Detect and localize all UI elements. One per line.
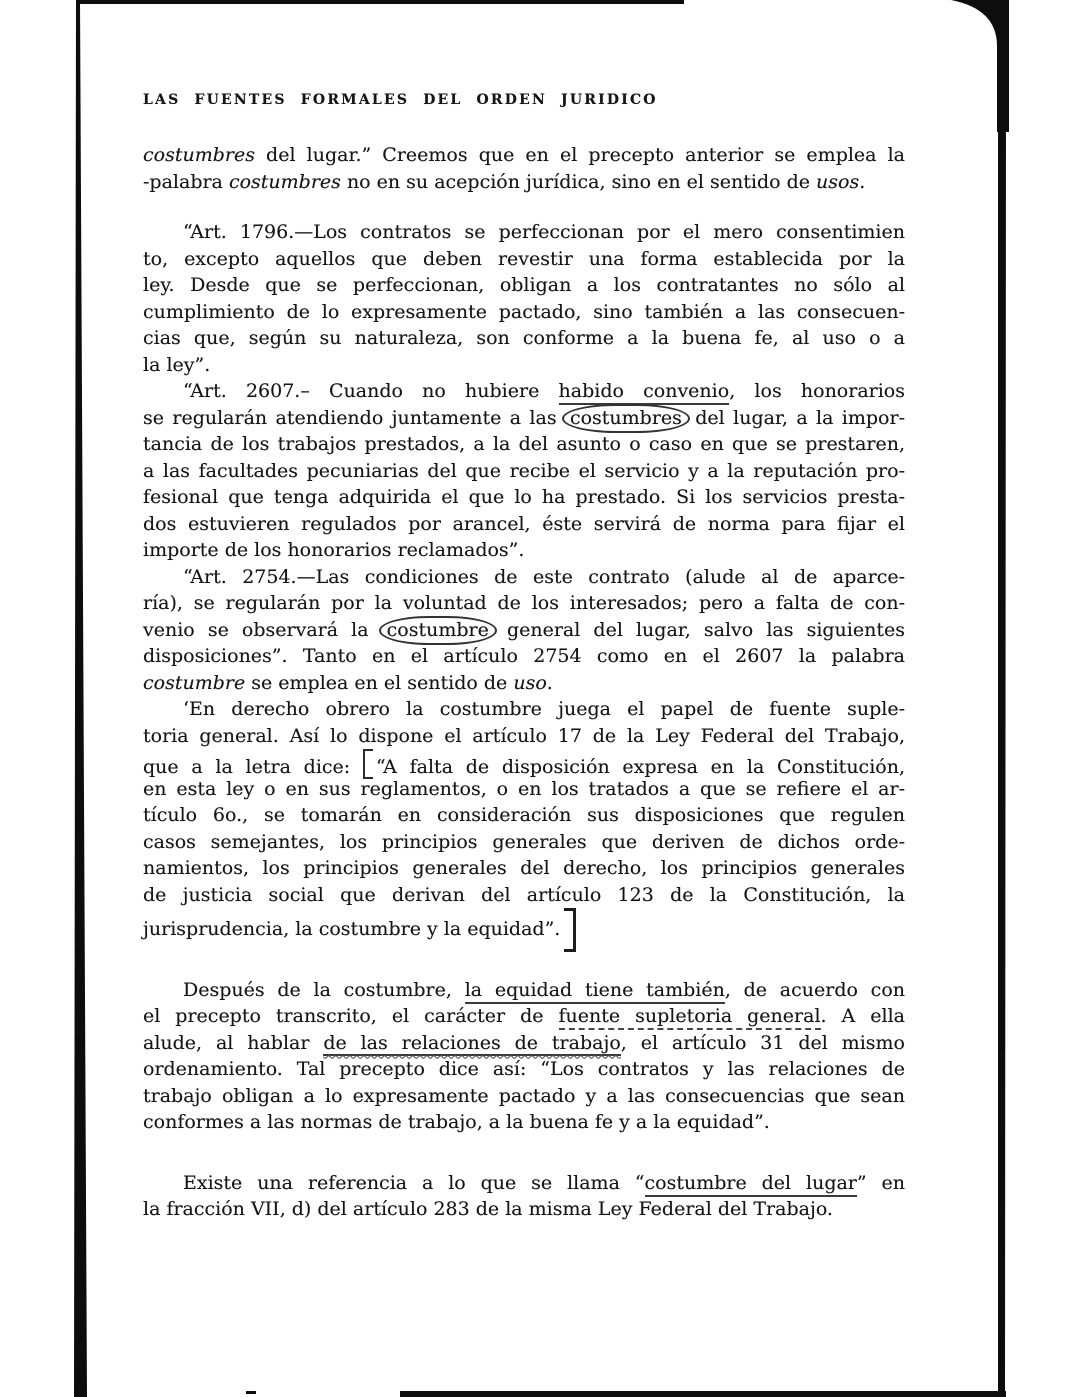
text-line [143, 142, 905, 169]
text-segment: cias que, según su naturaleza, son conforme a la buena fe, al uso o a [143, 327, 905, 349]
text-segment: importe de los honorarios reclamados”. [143, 539, 525, 561]
text-segment: alude, al hablar [143, 1031, 324, 1054]
text-line [143, 219, 905, 246]
text-segment: casos semejantes, los principios generales que deriven de dichos orde- [143, 830, 905, 853]
text-line [143, 1083, 905, 1110]
text-segment: costumbre [143, 671, 246, 694]
text-segment: venio se observará la [143, 618, 382, 641]
text-segment: “Art. 2754.—Las condiciones de este contrato (alude al de aparce- [183, 565, 905, 588]
pencil-circle-annotation: costumbres [562, 404, 690, 433]
text-segment: , de acuerdo con [724, 978, 906, 1001]
text-segment: trabajo obligan a lo expresamente pactado y a las consecuencias que sean [143, 1084, 905, 1107]
pencil-underline-annotation: costumbre del lugar [645, 1172, 857, 1197]
text-segment: Existe una referencia a lo que se llama “ [183, 1171, 645, 1194]
text-block [143, 92, 905, 1223]
text-segment: la fracción VII, d) del artículo 283 de la misma Ley Federal del Trabajo. [143, 1198, 833, 1220]
text-line [143, 1170, 905, 1197]
text-line [143, 723, 905, 750]
text-line [143, 776, 905, 803]
text-segment: a las facultades pecuniarias del que recibe el servicio y a la reputación pro- [143, 459, 905, 482]
text-segment: , los honorarios [729, 380, 905, 402]
text-segment: , el artículo 31 del mismo [620, 1031, 905, 1054]
text-line [143, 977, 905, 1004]
paragraph [143, 564, 905, 697]
text-segment: ” en [856, 1171, 905, 1194]
text-line [143, 908, 905, 940]
text-line [143, 511, 905, 538]
text-line [143, 617, 905, 644]
text-segment: no en su acepción jurídica, sino en el sentido de [340, 170, 817, 193]
pencil-bracket-open [363, 749, 373, 779]
text-segment: “Art. 2607.– Cuando no hubiere [183, 380, 559, 402]
text-line [143, 802, 905, 829]
text-segment: en esta ley o en sus reglamentos, o en los tratados a que se refiere el ar- [143, 777, 905, 800]
text-segment: jurisprudencia, la costumbre y la equidad”. [143, 918, 561, 940]
text-segment: ría), se regularán por la voluntad de los interesados; pero a falta de con- [143, 592, 905, 614]
text-line [143, 431, 905, 458]
text-line [143, 169, 905, 196]
pencil-bracket-close [564, 908, 576, 952]
scan-speck [246, 1391, 256, 1394]
paragraph [143, 696, 905, 940]
pencil-underline-annotation: habido convenio [559, 380, 730, 405]
text-segment: la ley”. [143, 353, 211, 376]
text-line [143, 1056, 905, 1083]
text-line [143, 458, 905, 485]
text-segment: namientos, los principios generales del derecho, los principios generales [143, 857, 905, 879]
text-segment: del lugar.” Creemos que en el precepto anterior se emplea la [254, 144, 905, 166]
text-line [143, 246, 905, 273]
text-line [143, 537, 905, 564]
text-segment: el precepto transcrito, el carácter de [143, 1005, 559, 1027]
text-line [143, 643, 905, 670]
text-segment: -palabra [143, 170, 229, 193]
text-line [143, 590, 905, 617]
paragraph [143, 977, 905, 1136]
paragraph [143, 219, 905, 378]
text-line [143, 378, 905, 405]
text-segment: toria general. Así lo dispone el artículo 17 de la Ley Federal del Trabajo, [143, 724, 905, 747]
text-segment: “A falta de disposición expresa en la Constitución, [375, 756, 905, 778]
text-line [143, 829, 905, 856]
text-line [143, 696, 905, 723]
text-line [143, 405, 905, 432]
text-segment: disposiciones”. Tanto en el artículo 2754 como en el 2607 la palabra [143, 645, 905, 667]
text-segment: costumbres [228, 170, 341, 193]
text-line [143, 1196, 905, 1223]
text-line [143, 484, 905, 511]
text-segment: dos estuvieren regulados por arancel, éste servirá de norma para fijar el [143, 512, 905, 535]
text-segment: “Art. 1796.—Los contratos se perfeccionan por el mero consentimien [183, 221, 905, 243]
text-segment: del lugar, a la impor- [686, 406, 905, 429]
page-edge-right [998, 100, 1006, 1397]
text-line [143, 299, 905, 326]
text-segment: . [859, 170, 866, 193]
pencil-underline-annotation: fuente supletoria general [559, 1005, 821, 1030]
text-line [143, 1003, 905, 1030]
text-line [143, 564, 905, 591]
text-segment: que a la letra dice: [143, 756, 363, 778]
pencil-underline-annotation: de las relaciones de trabajo [323, 1031, 621, 1054]
paragraph [143, 1170, 905, 1223]
text-segment: costumbres [143, 144, 255, 166]
text-line [143, 325, 905, 352]
page-edge-bottom [400, 1391, 1006, 1397]
text-segment: . A ella [820, 1005, 905, 1027]
text-line [143, 749, 905, 776]
text-segment: ‘En derecho obrero la costumbre juega el papel de fuente suple- [183, 698, 905, 720]
text-segment: cumplimiento de lo expresamente pactado, sino también a las consecuen- [143, 300, 905, 323]
text-segment: usos [816, 170, 860, 193]
text-segment: general del lugar, salvo las siguientes [493, 618, 905, 641]
text-segment: ordenamiento. Tal precepto dice así: “Los contratos y las relaciones de [143, 1058, 905, 1080]
text-segment: Después de la costumbre, [183, 978, 465, 1001]
page-corner-curl-top-right [951, 0, 1009, 132]
paragraph [143, 378, 905, 564]
text-segment: se regularán atendiendo juntamente a las [143, 406, 565, 429]
text-segment: to, excepto aquellos que deben revestir una forma establecida por la [143, 247, 905, 270]
text-line [143, 882, 905, 909]
paragraphs-container [143, 142, 905, 1223]
running-header: LAS FUENTES FORMALES DEL ORDEN JURIDICO [143, 92, 658, 108]
text-line [143, 352, 905, 379]
text-line [143, 1109, 905, 1136]
text-segment: . [546, 671, 553, 694]
page-edge-left [74, 0, 87, 1397]
pencil-circle-annotation: costumbre [379, 616, 497, 645]
text-segment: conformes a las normas de trabajo, a la buena fe y a la equidad”. [143, 1111, 770, 1133]
text-line [143, 670, 905, 697]
text-line [143, 1030, 905, 1057]
page-edge-top [77, 0, 684, 4]
pencil-underline-annotation: la equidad tiene también [465, 979, 725, 1004]
text-segment: de justicia social que derivan del artículo 123 de la Constitución, la [143, 883, 905, 906]
text-segment: tancia de los trabajos prestados, a la del asunto o caso en que se prestaren, [143, 433, 905, 455]
paragraph [143, 142, 905, 195]
text-segment: fesional que tenga adquirida el que lo ha prestado. Si los servicios presta- [143, 486, 905, 508]
text-line [143, 272, 905, 299]
text-segment: uso [513, 671, 547, 694]
text-segment: se emplea en el sentido de [245, 671, 514, 694]
text-segment: tículo 6o., se tomarán en consideración sus disposiciones que regulen [143, 804, 905, 826]
text-segment: ley. Desde que se perfeccionan, obligan a los contratantes no sólo al [143, 274, 905, 296]
text-line [143, 855, 905, 882]
